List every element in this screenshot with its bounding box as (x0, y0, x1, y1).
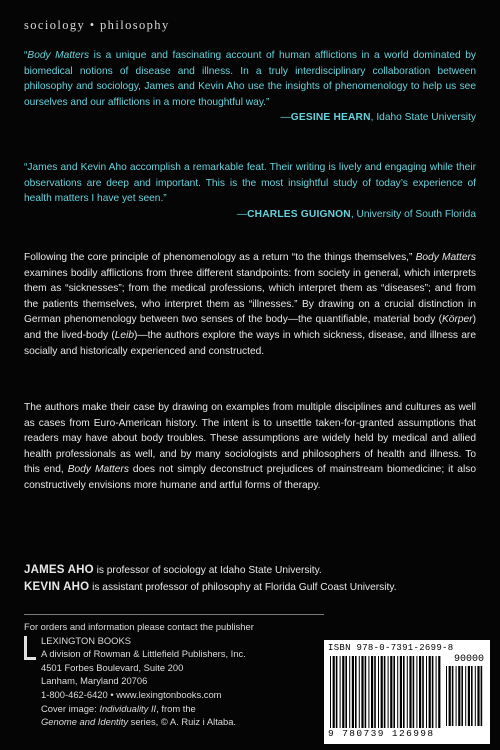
barcode-bar (340, 656, 341, 728)
barcode-bar (378, 656, 379, 728)
ean-barcode-bars (330, 656, 442, 728)
barcode-bar (333, 656, 335, 728)
barcode-bar (361, 656, 363, 728)
publisher-address: 4501 Forbes Boulevard, Suite 200 (41, 661, 184, 673)
barcode-bar (342, 656, 344, 728)
barcode-bar (416, 656, 417, 728)
publisher-contact: 1-800-462-6420 • www.lexingtonbooks.com (41, 688, 222, 700)
blurb-guignon (24, 160, 476, 222)
author-bio: KEVIN AHO is assistant professor of philosophy at Florida Gulf Coast University. (24, 581, 397, 593)
divider (24, 614, 324, 615)
barcode-bar (471, 666, 473, 726)
barcode-bar (456, 666, 457, 726)
barcode-bar (422, 656, 424, 728)
reviewer-name: CHARLES GUIGNON (247, 208, 351, 220)
barcode-bar (390, 656, 392, 728)
barcode-bar (432, 656, 434, 728)
barcode-bar (419, 656, 421, 728)
isbn-label: ISBN 978-0-7391-2699-8 (328, 643, 454, 653)
publisher-name: LEXINGTON BOOKS (41, 634, 131, 646)
barcode-bar (330, 656, 331, 728)
barcode-bar (365, 656, 367, 728)
ean-number: 9 780739 126998 (328, 728, 435, 739)
barcode-bar (388, 656, 389, 728)
barcode-bar (452, 666, 454, 726)
barcode-bar (403, 656, 405, 728)
barcode-bar (461, 666, 463, 726)
price-barcode-bars (446, 666, 484, 726)
publisher-info (24, 620, 324, 729)
barcode-bar (368, 656, 369, 728)
barcode-bar (407, 656, 408, 728)
blurb-hearn (24, 48, 476, 126)
lexington-logo-icon (24, 636, 36, 660)
category-label: sociology • philosophy (24, 18, 170, 32)
barcode-bar (393, 656, 395, 728)
barcode-bar (355, 656, 357, 728)
cover-credit-line-2: Genome and Identity series, © A. Ruiz i Altaba. (41, 716, 237, 728)
barcode-bar (438, 656, 440, 728)
barcode-bar (468, 666, 470, 726)
barcode-bar (458, 666, 460, 726)
barcode-bar (446, 666, 447, 726)
description-paragraph-2: The authors make their case by drawing on examples from multiple disciplines and cultures as well as cases from Euro-American history. The intent is to unsettle taken-for-granted assumptions that readers may have about body troubles. These assumptions are widely held by medical and allied health professionals as well, and by many sociologists and philosophers of health and illness. To this end, Body Matters does not simply deconstruct prejudices of mainstream biomedicine; it also constructively envisions more humane and artful forms of therapy. (24, 402, 476, 491)
publisher-intro: For orders and information please contact the publisher (24, 621, 254, 632)
barcode-bar (352, 656, 354, 728)
barcode-bar (413, 656, 415, 728)
author-name: JAMES AHO (24, 564, 94, 576)
barcode-bar (345, 656, 347, 728)
blurb-attribution: —CHARLES GUIGNON, University of South Florida (236, 208, 476, 220)
barcode-bar (429, 656, 431, 728)
barcode-bar (349, 656, 350, 728)
author-bios (24, 562, 476, 596)
barcode-bar (481, 666, 483, 726)
author-bio: JAMES AHO is professor of sociology at Idaho State University. (24, 564, 322, 576)
barcode-bar (436, 656, 437, 728)
barcode-bar (397, 656, 398, 728)
barcode-bar (371, 656, 373, 728)
reviewer-name: GESINE HEARN (290, 112, 371, 124)
publisher-division: A division of Rowman & Littlefield Publishers, Inc. (41, 648, 246, 660)
barcode-bar (359, 656, 360, 728)
barcode-bar (374, 656, 376, 728)
barcode-bar (426, 656, 427, 728)
publisher-city: Lanham, Maryland 20706 (41, 675, 148, 687)
barcode-bar (336, 656, 338, 728)
barcode-bar (381, 656, 383, 728)
barcode-bar (384, 656, 386, 728)
blurb-attribution: —GESINE HEARN, Idaho State University (280, 112, 476, 124)
price-code: 90000 (453, 654, 484, 665)
barcode-bar (475, 666, 476, 726)
blurb-quote: “James and Kevin Aho accomplish a remarkable feat. Their writing is lively and engaging while their observations are deep and important. This is the most insightful study of today’s experience of health matters I have yet seen.” (24, 162, 476, 205)
barcode-bar (409, 656, 411, 728)
cover-credit: Cover image: Individuality II, from the (41, 702, 196, 714)
barcode-bar (400, 656, 402, 728)
description-paragraph-1: Following the core principle of phenomenology as a return “to the things themselves,” Body Matters examines bodily afflictions from three different standpoints: from society in general, which interprets them as “sicknesses”; from the medical professions, which interpret them as “diseases”; and from the patients themselves, who interpret them as “illnesses.” By drawing on a crucial distinction in German phenomenology between two senses of the body—the quantifiable, material body (Körper) and the lived-body (Leib)—the authors explore the ways in which sickness, disease, and illness are socially and historically experienced and constructed. (24, 252, 476, 357)
barcode-bar (465, 666, 466, 726)
barcode-bar (449, 666, 451, 726)
author-name: KEVIN AHO (24, 581, 90, 593)
blurb-quote: “Body Matters is a unique and fascinating account of human afflictions in a world dominated by biomedical notions of disease and illness. In a truly interdisciplinary collaboration between philosophy and sociology, James and Kevin Aho use the insights of phenomenology to help us see ourselves and our afflictions in a more thoughtful way.” (24, 50, 476, 108)
barcode (324, 640, 490, 744)
barcode-bar (477, 666, 479, 726)
book-title-italic: Body Matters (27, 50, 90, 61)
